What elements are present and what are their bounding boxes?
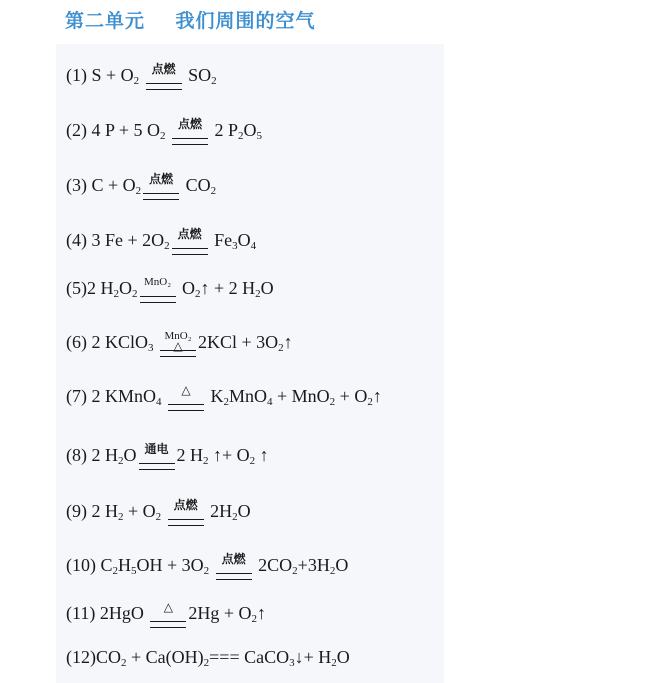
equation-text: (7) 2 KMnO: [66, 386, 156, 406]
equation-text: O: [237, 230, 251, 250]
subscript: 2: [133, 75, 140, 87]
subscript: 2: [331, 657, 337, 669]
equation-text: [154, 332, 159, 352]
subscript: 2: [164, 240, 170, 252]
equation-text: (3) C + O: [66, 175, 136, 195]
equation-text: ↑: [256, 603, 266, 623]
subscript: 2: [118, 511, 124, 523]
reaction-condition: [168, 384, 204, 411]
equation-2: [66, 118, 262, 145]
subscript: 3: [148, 342, 154, 354]
equation-text: (10) C: [66, 555, 113, 575]
equation-text: === CaCO: [209, 647, 290, 667]
subscript: 3: [289, 657, 295, 669]
equation-text: [209, 555, 214, 575]
condition-label: MnO₂: [143, 276, 172, 288]
equation-text: (5)2 H: [66, 278, 114, 298]
equation-1: [66, 63, 217, 90]
equation-text: ↑: [283, 332, 293, 352]
condition-label: 点燃: [149, 172, 174, 186]
equation-text: [165, 120, 170, 140]
subscript: 2: [278, 342, 284, 354]
equation-text: O: [237, 501, 251, 521]
equals-bars: [172, 248, 208, 255]
subscript: 2: [159, 130, 166, 142]
equation-text: (8) 2 H: [66, 445, 118, 465]
subscript: 2: [155, 511, 162, 523]
equation-4: [66, 228, 256, 255]
reaction-condition: [168, 499, 204, 526]
subscript: 2: [112, 565, 118, 577]
subscript: 2: [195, 288, 201, 300]
equation-text: MnO: [229, 386, 268, 406]
reaction-condition: [139, 443, 175, 470]
subscript: 2: [203, 657, 210, 669]
equals-bars: [140, 296, 176, 303]
equation-text: Fe: [209, 230, 233, 250]
equation-text: +3H: [297, 555, 330, 575]
equation-text: O: [260, 278, 274, 298]
reaction-condition: [160, 330, 196, 357]
subscript: 5: [131, 565, 137, 577]
equals-bars: [168, 404, 204, 411]
subscript: 2: [232, 511, 238, 523]
equation-text: H: [118, 555, 131, 575]
reaction-condition: [143, 173, 179, 200]
subscript: 2: [329, 396, 336, 408]
reaction-condition: [140, 276, 176, 303]
subscript: 2: [203, 455, 209, 467]
equation-text: (1) S + O: [66, 65, 134, 85]
subscript: 2: [255, 288, 261, 300]
condition-label: 点燃: [221, 552, 246, 566]
equation-text: O: [177, 278, 195, 298]
subscript: 5: [256, 130, 262, 142]
reaction-condition: [216, 553, 252, 580]
subscript: 2: [249, 455, 256, 467]
subscript: 2: [251, 613, 257, 625]
subscript: 4: [267, 396, 273, 408]
equation-text: K: [206, 386, 224, 406]
subscript: 2: [121, 657, 127, 669]
equals-bars: [172, 138, 208, 145]
equation-text: OH + 3O: [136, 555, 204, 575]
subscript: 2: [118, 455, 124, 467]
subscript: 2: [211, 75, 217, 87]
unit-title: 第二单元 我们周围的空气: [65, 10, 316, 32]
equation-text: ↓+ H: [294, 647, 332, 667]
condition-label: △: [163, 600, 173, 614]
equals-bars: [143, 193, 179, 200]
equals-bars: [168, 519, 204, 526]
subscript: 2: [367, 396, 373, 408]
subscript: 2: [113, 288, 119, 300]
subscript: 2: [203, 565, 210, 577]
equation-12: [66, 645, 350, 669]
equation-text: (2) 4 P + 5 O: [66, 120, 160, 140]
equation-text: [162, 386, 167, 406]
equation-6: [66, 330, 293, 357]
equation-text: CO: [181, 175, 211, 195]
equation-text: 2Hg + O: [188, 603, 252, 623]
equation-text: O: [335, 555, 349, 575]
heat-condition: △: [173, 339, 183, 353]
equation-3: [66, 173, 216, 200]
subscript: 2: [292, 565, 298, 577]
equation-7: [66, 384, 382, 411]
equation-text: [139, 65, 144, 85]
reaction-condition: [146, 63, 182, 90]
equation-text: O: [336, 647, 350, 667]
equation-text: 2 H: [176, 445, 203, 465]
equals-bars: [139, 463, 175, 470]
equation-text: + O: [123, 501, 156, 521]
subscript: 2: [132, 288, 138, 300]
equation-text: (11) 2HgO: [66, 603, 149, 623]
reaction-condition: [150, 601, 186, 628]
equation-text: + MnO: [272, 386, 330, 406]
equation-text: (6) 2 KClO: [66, 332, 148, 352]
subscript: 2: [223, 396, 229, 408]
equation-text: SO: [183, 65, 212, 85]
equals-bars: [150, 621, 186, 628]
condition-label: 点燃: [177, 227, 202, 241]
equation-5: [66, 276, 274, 303]
equation-text: (9) 2 H: [66, 501, 118, 521]
condition-label: 点燃: [151, 62, 176, 76]
subscript: 3: [232, 240, 238, 252]
subscript: 2: [210, 185, 217, 197]
equation-text: + O: [335, 386, 368, 406]
condition-label: MnO₂: [164, 330, 192, 342]
equation-text: + Ca(OH): [126, 647, 204, 667]
equation-8: [66, 443, 269, 470]
equation-text: 2H: [205, 501, 233, 521]
reaction-condition: [172, 118, 208, 145]
equation-text: O: [119, 278, 132, 298]
subscript: 2: [135, 185, 142, 197]
equation-text: ↑+ O: [208, 445, 250, 465]
equation-text: ↑ + 2 H: [200, 278, 256, 298]
equation-text: O: [243, 120, 257, 140]
subscript: 2: [329, 565, 336, 577]
condition-label: 点燃: [173, 498, 198, 512]
condition-label: 点燃: [177, 117, 202, 131]
equation-text: (4) 3 Fe + 2O: [66, 230, 165, 250]
reaction-condition: [172, 228, 208, 255]
equation-text: (12)CO: [66, 647, 121, 667]
equation-text: O: [123, 445, 137, 465]
equals-bars: [216, 573, 252, 580]
subscript: 2: [238, 130, 244, 142]
equation-9: [66, 499, 251, 526]
equation-text: [161, 501, 166, 521]
equation-text: 2KCl + 3O: [198, 332, 279, 352]
condition-label: 通电: [144, 442, 169, 456]
equation-text: ↑: [372, 386, 382, 406]
equation-10: [66, 553, 348, 580]
subscript: 4: [250, 240, 257, 252]
equals-bars: [146, 83, 182, 90]
subscript: 4: [156, 396, 162, 408]
equation-text: 2 P: [209, 120, 238, 140]
equation-text: ↑: [255, 445, 269, 465]
equation-text: 2CO: [253, 555, 293, 575]
condition-label: △: [181, 383, 191, 397]
equation-11: [66, 601, 266, 628]
